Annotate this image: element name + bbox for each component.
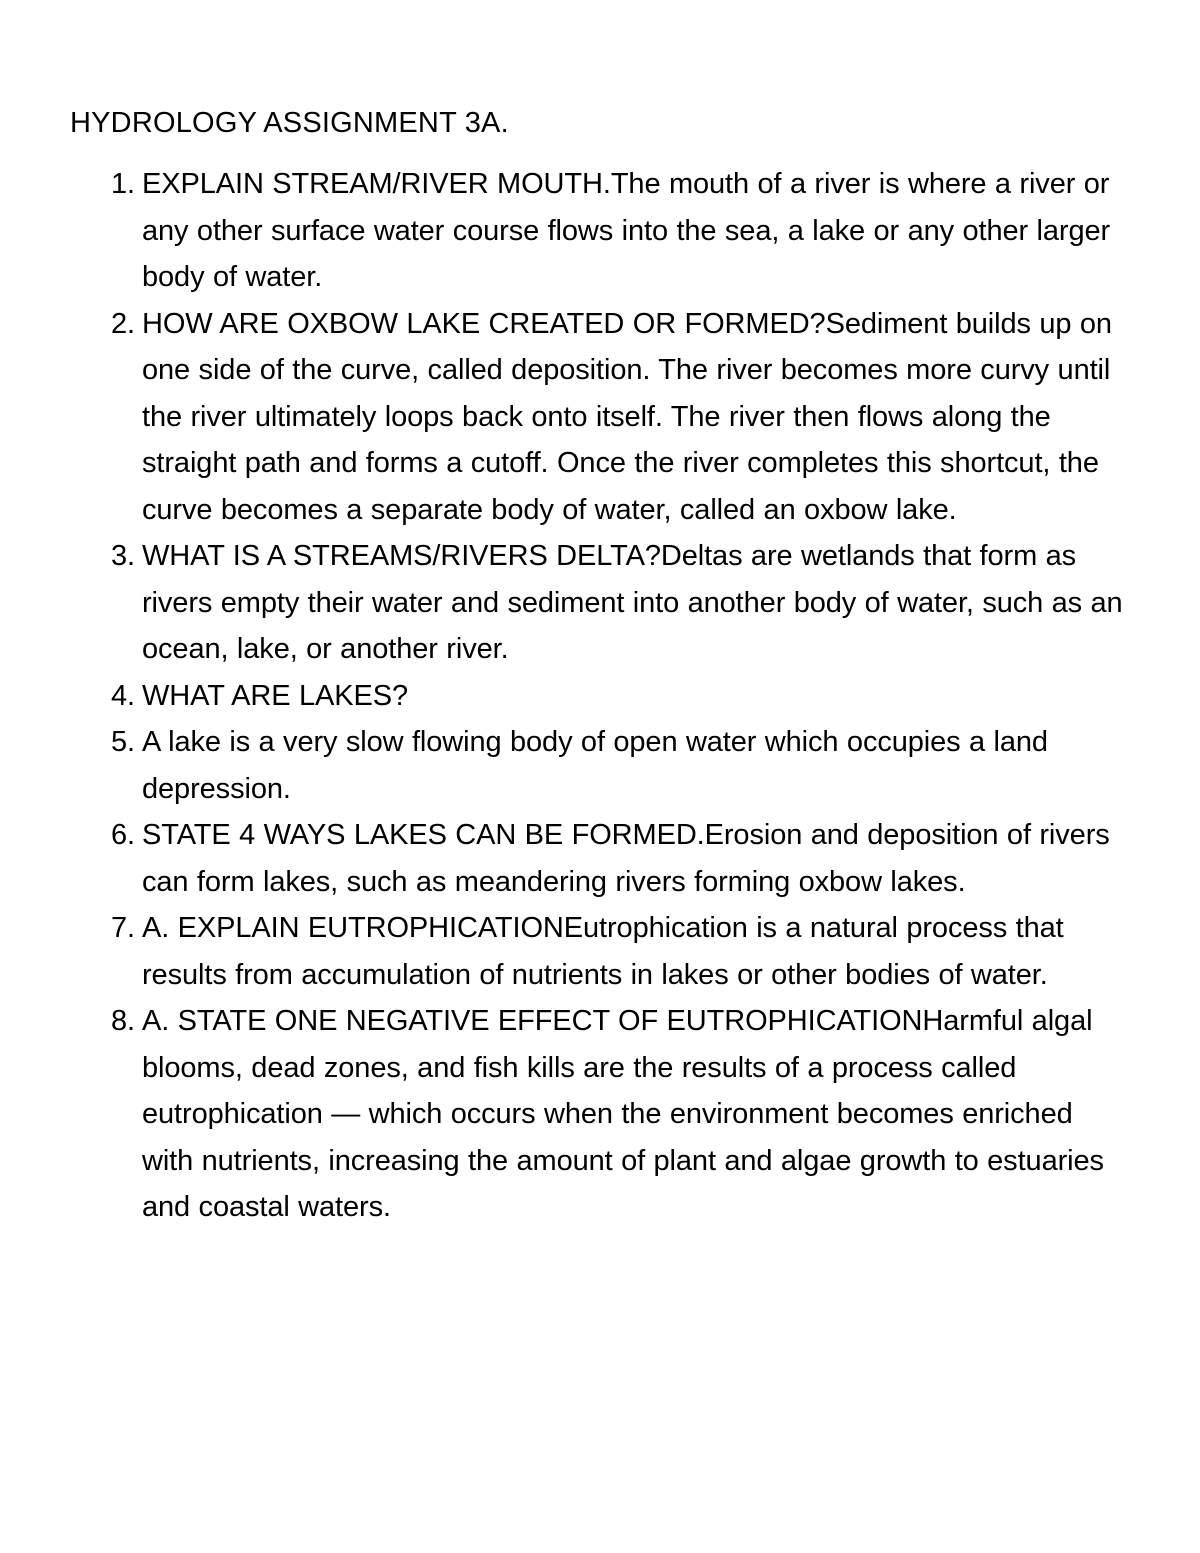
item-text: WHAT IS A STREAMS/RIVERS DELTA?Deltas are wetlands that form as rivers empty their water and sediment into another body of water, such as an ocean, lake, or another river. <box>142 540 1123 665</box>
item-number: 1. <box>111 168 135 200</box>
item-text: A. EXPLAIN EUTROPHICATIONEutrophication is a natural process that results from accumulation of nutrients in lakes or other bodies of water. <box>142 912 1064 991</box>
list-item <box>0 905 1130 998</box>
list-item <box>0 812 1130 905</box>
question-list <box>0 161 1130 1231</box>
item-text: A. STATE ONE NEGATIVE EFFECT OF EUTROPHICATIONHarmful algal blooms, dead zones, and fish kills are the results of a process called eutrophication — which occurs when the environment becomes enriched with nutrients, increasing the amount of plant and algae growth to estuaries and coastal waters. <box>142 1005 1104 1223</box>
item-text: STATE 4 WAYS LAKES CAN BE FORMED.Erosion and deposition of rivers can form lakes, such as meandering rivers forming oxbow lakes. <box>142 819 1110 898</box>
list-item <box>0 161 1130 301</box>
document-title: HYDROLOGY ASSIGNMENT 3A. <box>70 107 509 139</box>
list-item <box>0 719 1130 812</box>
item-number: 5. <box>111 726 135 758</box>
item-number: 4. <box>111 679 135 712</box>
item-number: 3. <box>111 540 135 572</box>
list-item <box>0 533 1130 673</box>
item-number: 6. <box>111 819 135 851</box>
item-text: WHAT ARE LAKES? <box>142 679 408 712</box>
list-item <box>0 998 1130 1231</box>
item-text: EXPLAIN STREAM/RIVER MOUTH.The mouth of a river is where a river or any other surface water course flows into the sea, a lake or any other larger body of water. <box>142 168 1111 293</box>
item-text: A lake is a very slow flowing body of open water which occupies a land depression. <box>142 726 1048 805</box>
list-item <box>0 673 1130 720</box>
item-text: HOW ARE OXBOW LAKE CREATED OR FORMED?Sediment builds up on one side of the curve, called deposition. The river becomes more curvy until the river ultimately loops back onto itself. The river then flows along the straight path and forms a cutoff. Once the river completes this shortcut, the curve becomes a separate body of water, called an oxbow lake. <box>142 307 1112 526</box>
list-item <box>0 301 1130 534</box>
item-number: 7. <box>111 912 135 944</box>
item-number: 2. <box>111 307 135 340</box>
item-number: 8. <box>111 1005 135 1037</box>
